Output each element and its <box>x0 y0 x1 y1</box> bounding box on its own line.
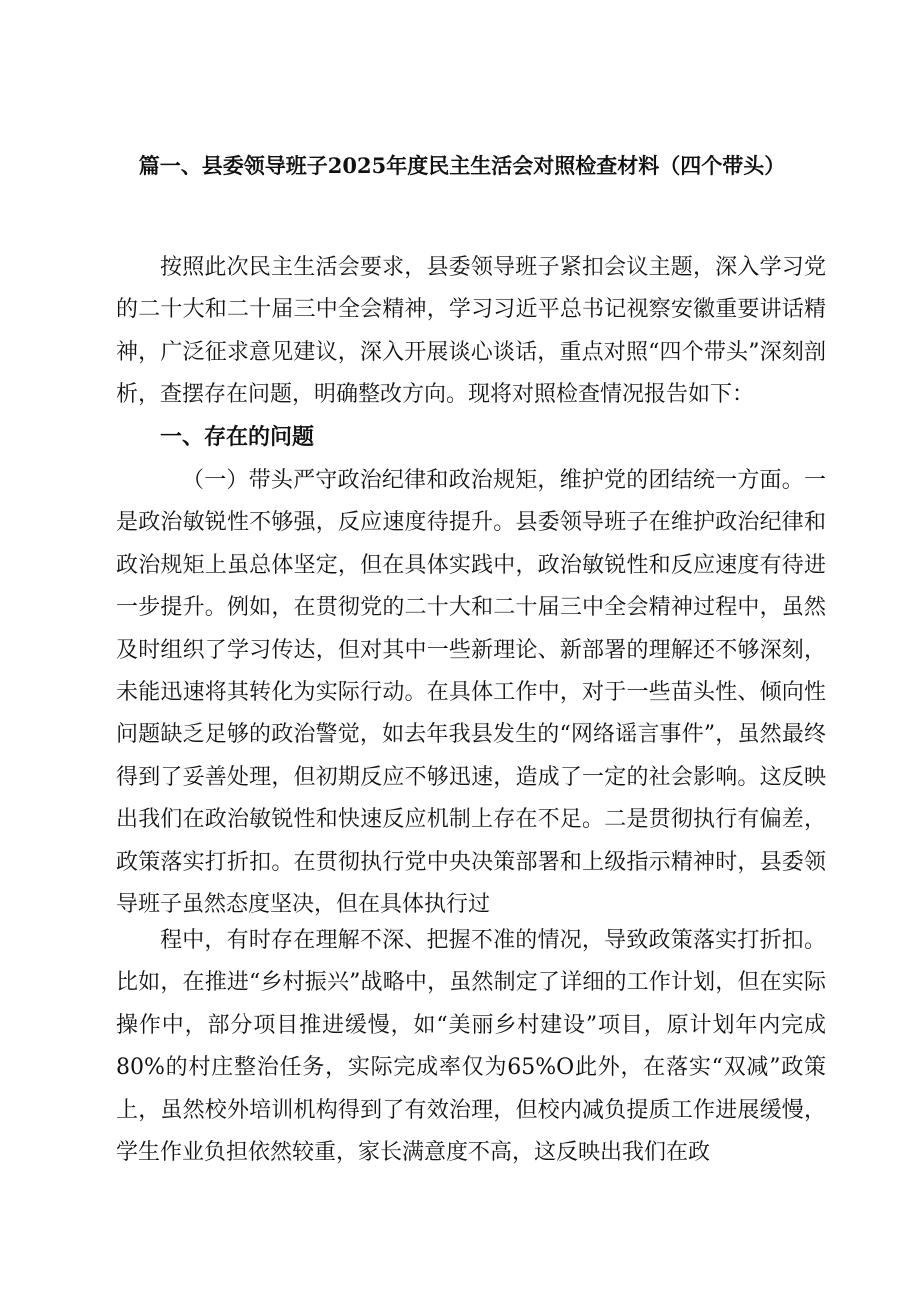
intro-paragraph: 按照此次民主生活会要求，县委领导班子紧扣会议主题，深入学习党的二十大和二十届三中全会精神，学习习近平总书记视察安徽重要讲话精神，广泛征求意见建议，深入开展谈心谈话，重点对照“四个带头”深刻剖析，查摆存在问题，明确整改方向。现将对照检查情况报告如下： <box>116 255 826 408</box>
document-title: 篇一、县委领导班子2025年度民主生活会对照检查材料（四个带头） <box>138 153 786 178</box>
body-paragraph-1: （一）带头严守政治纪律和政治规矩，维护党的团结统一方面。一是政治敏锐性不够强，反应速度待提升。县委领导班子在维护政治纪律和政治规矩上虽总体坚定，但在具体实践中，政治敏锐性和反应速度有待进一步提升。例如，在贯彻党的二十大和二十届三中全会精神过程中，虽然及时组织了学习传达，但对其中一些新理论、新部署的理解还不够深刻，未能迅速将其转化为实际行动。在具体工作中，对于一些苗头性、倾向性问题缺乏足够的政治警觉，如去年我县发生的“网络谣言事件”，虽然最终得到了妥善处理，但初期反应不够迅速，造成了一定的社会影响。这反映出我们在政治敏锐性和快速反应机制上存在不足。二是贯彻执行有偏差，政策落实打折扣。在贯彻执行党中央决策部署和上级指示精神时，县委领导班子虽然态度坚决，但在具体执行过 <box>116 468 826 918</box>
body-paragraph-2: 程中，有时存在理解不深、把握不准的情况，导致政策落实打折扣。比如，在推进“乡村振兴”战略中，虽然制定了详细的工作计划，但在实际操作中，部分项目推进缓慢，如“美丽乡村建设”项目，原计划年内完成80%的村庄整治任务，实际完成率仅为65%O此外，在落实“双减”政策上，虽然校外培训机构得到了有效治理，但校内减负提质工作进展缓慢，学生作业负担依然较重，家长满意度不高，这反映出我们在政 <box>116 928 826 1166</box>
section-heading: 一、存在的问题 <box>160 424 315 450</box>
